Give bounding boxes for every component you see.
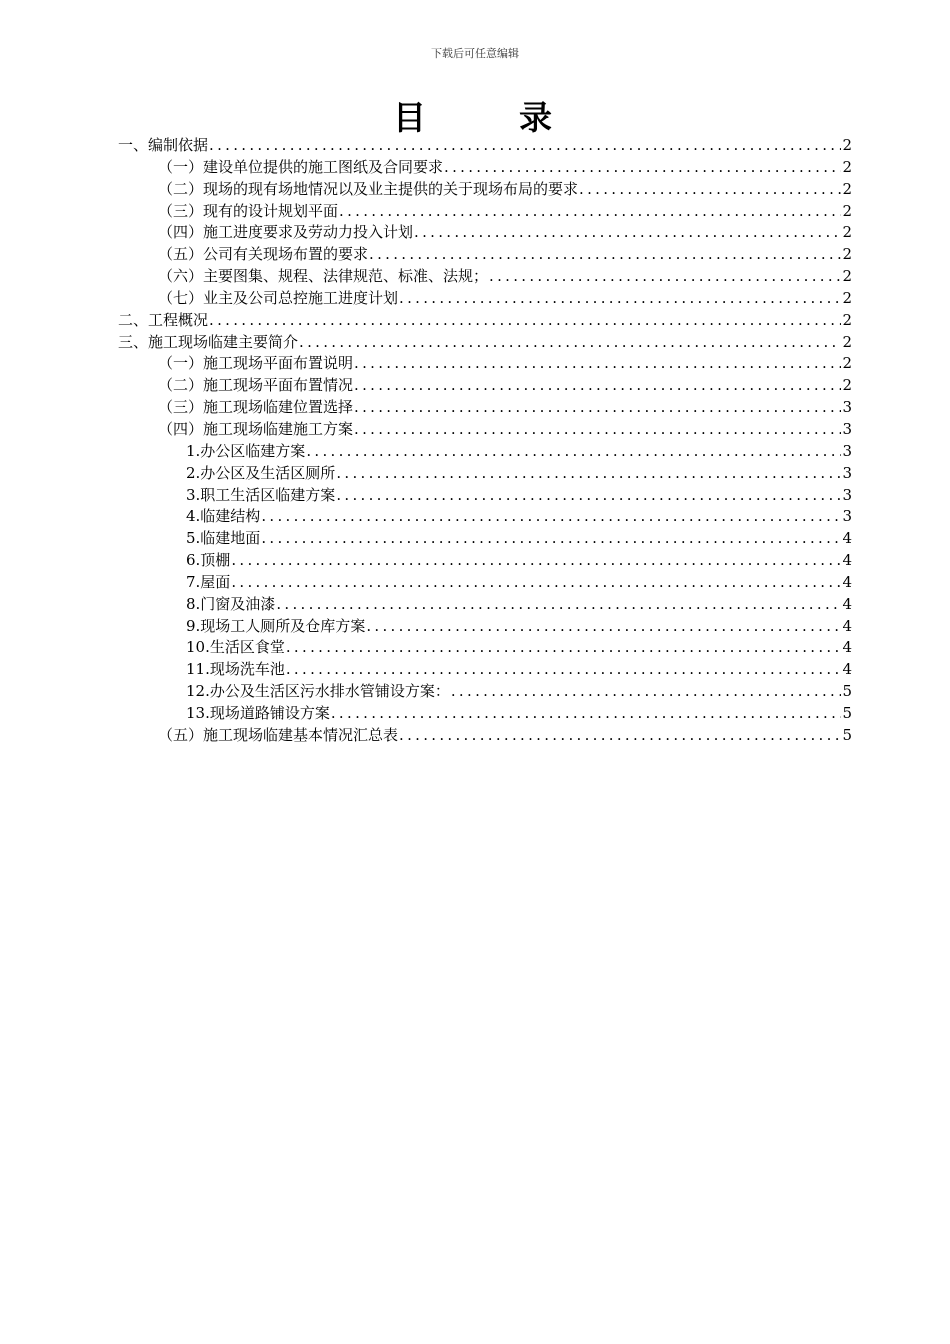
toc-entry-text: （三）施工现场临建位置选择 [158, 398, 354, 417]
toc-page-number: 4 [842, 529, 852, 548]
toc-page-number: 4 [842, 572, 852, 591]
toc-entry[interactable] [118, 703, 852, 725]
toc-page-number: 5 [842, 682, 852, 701]
toc-dot-leader [366, 616, 841, 638]
toc-dot-leader [354, 397, 841, 419]
toc-entry-text: 4.临建结构 [186, 507, 261, 526]
toc-entry-text: （三）现有的设计规划平面 [158, 201, 339, 220]
toc-dot-leader [354, 353, 841, 375]
toc-entry-text: （四）施工现场临建施工方案 [158, 419, 354, 438]
toc-entry[interactable] [118, 506, 852, 528]
toc-dot-leader [286, 637, 842, 659]
toc-page-number: 2 [842, 376, 852, 395]
toc-dot-leader [209, 135, 841, 157]
toc-entry-text: 12.办公及生活区污水排水管铺设方案： [186, 682, 450, 701]
toc-entry-text: 1.办公区临建方案 [186, 441, 306, 460]
toc-entry-text: 二、工程概况 [118, 310, 209, 329]
toc-entry-text: 2.办公区及生活区厕所 [186, 463, 336, 482]
toc-page-number: 4 [842, 638, 852, 657]
toc-entry-text: （一）建设单位提供的施工图纸及合同要求 [158, 157, 444, 176]
table-of-contents [118, 135, 852, 747]
toc-entry-text: 5.临建地面 [186, 529, 261, 548]
toc-entry[interactable] [118, 397, 852, 419]
toc-dot-leader [414, 222, 841, 244]
toc-entry[interactable] [118, 266, 852, 288]
toc-dot-leader [276, 594, 841, 616]
toc-entry-text: 13.现场道路铺设方案 [186, 703, 330, 722]
toc-dot-leader [451, 681, 842, 703]
toc-title: 目 录 [393, 98, 582, 137]
toc-entry-text: 三、施工现场临建主要简介 [118, 332, 299, 351]
toc-entry[interactable] [118, 725, 852, 747]
toc-dot-leader [444, 157, 841, 179]
toc-entry-text: 10.生活区食堂 [186, 638, 285, 657]
toc-page-number: 4 [842, 594, 852, 613]
toc-entry[interactable] [118, 244, 852, 266]
toc-entry-text: （五）公司有关现场布置的要求 [158, 245, 369, 264]
toc-page-number: 2 [842, 354, 852, 373]
toc-dot-leader [261, 506, 841, 528]
toc-dot-leader [231, 550, 841, 572]
toc-entry-text: 6.顶棚 [186, 551, 231, 570]
toc-page-number: 4 [842, 660, 852, 679]
toc-entry-text: （七）业主及公司总控施工进度计划 [158, 288, 399, 307]
toc-page-number: 3 [842, 419, 852, 438]
toc-entry[interactable] [118, 201, 852, 223]
toc-entry[interactable] [118, 463, 852, 485]
toc-entry[interactable] [118, 332, 852, 354]
toc-dot-leader [489, 266, 841, 288]
toc-entry-text: （六）主要图集、规程、法律规范、标准、法规； [158, 267, 489, 286]
toc-dot-leader [261, 528, 841, 550]
toc-dot-leader [286, 659, 842, 681]
toc-dot-leader [399, 288, 841, 310]
toc-page-number: 2 [842, 288, 852, 307]
toc-entry-text: 9.现场工人厕所及仓库方案 [186, 616, 366, 635]
toc-entry[interactable] [118, 485, 852, 507]
toc-entry[interactable] [118, 594, 852, 616]
toc-page-number: 3 [842, 441, 852, 460]
toc-entry-text: （五）施工现场临建基本情况汇总表 [158, 725, 399, 744]
toc-entry[interactable] [118, 135, 852, 157]
toc-dot-leader [306, 441, 841, 463]
toc-dot-leader [299, 332, 841, 354]
toc-entry[interactable] [118, 572, 852, 594]
page-header-note: 下载后可任意编辑 [431, 47, 519, 60]
toc-entry[interactable] [118, 288, 852, 310]
toc-dot-leader [579, 179, 841, 201]
toc-dot-leader [336, 485, 841, 507]
toc-entry[interactable] [118, 375, 852, 397]
toc-entry-text: 7.屋面 [186, 572, 231, 591]
toc-entry-text: （二）现场的现有场地情况以及业主提供的关于现场布局的要求 [158, 179, 579, 198]
toc-dot-leader [231, 572, 841, 594]
toc-entry-text: 一、编制依据 [118, 136, 209, 154]
toc-entry[interactable] [118, 528, 852, 550]
toc-dot-leader [354, 375, 841, 397]
toc-entry-text: （二）施工现场平面布置情况 [158, 376, 354, 395]
toc-entry[interactable] [118, 222, 852, 244]
toc-page-number: 2 [842, 245, 852, 264]
toc-dot-leader [339, 201, 841, 223]
toc-page-number: 4 [842, 616, 852, 635]
toc-page-number: 4 [842, 551, 852, 570]
toc-entry[interactable] [118, 310, 852, 332]
toc-page-number: 2 [842, 136, 852, 154]
toc-page-number: 3 [842, 463, 852, 482]
toc-dot-leader [209, 310, 841, 332]
toc-page-number: 2 [842, 223, 852, 242]
toc-page-number: 2 [842, 310, 852, 329]
toc-entry[interactable] [118, 550, 852, 572]
toc-dot-leader [399, 725, 841, 747]
toc-page-number: 2 [842, 201, 852, 220]
toc-dot-leader [331, 703, 842, 725]
toc-entry[interactable] [118, 616, 852, 638]
toc-entry[interactable] [118, 353, 852, 375]
toc-page-number: 5 [842, 703, 852, 722]
toc-entry[interactable] [118, 179, 852, 201]
toc-dot-leader [369, 244, 841, 266]
toc-page-number: 2 [842, 157, 852, 176]
toc-page-number: 2 [842, 267, 852, 286]
toc-entry-text: （一）施工现场平面布置说明 [158, 354, 354, 373]
toc-entry[interactable] [118, 157, 852, 179]
toc-page-number: 3 [842, 398, 852, 417]
toc-page-number: 3 [842, 485, 852, 504]
toc-dot-leader [336, 463, 841, 485]
toc-entry[interactable] [118, 419, 852, 441]
toc-entry-text: 11.现场洗车池 [186, 660, 285, 679]
toc-entry[interactable] [118, 659, 852, 681]
toc-dot-leader [354, 419, 841, 441]
toc-entry-text: 8.门窗及油漆 [186, 594, 276, 613]
toc-entry-text: 3.职工生活区临建方案 [186, 485, 336, 504]
toc-entry-text: （四）施工进度要求及劳动力投入计划 [158, 223, 414, 242]
toc-page-number: 3 [842, 507, 852, 526]
toc-page-number: 2 [842, 179, 852, 198]
toc-page-number: 5 [842, 725, 852, 744]
toc-page-number: 2 [842, 332, 852, 351]
toc-entry[interactable] [118, 637, 852, 659]
toc-entry[interactable] [118, 441, 852, 463]
toc-entry[interactable] [118, 681, 852, 703]
